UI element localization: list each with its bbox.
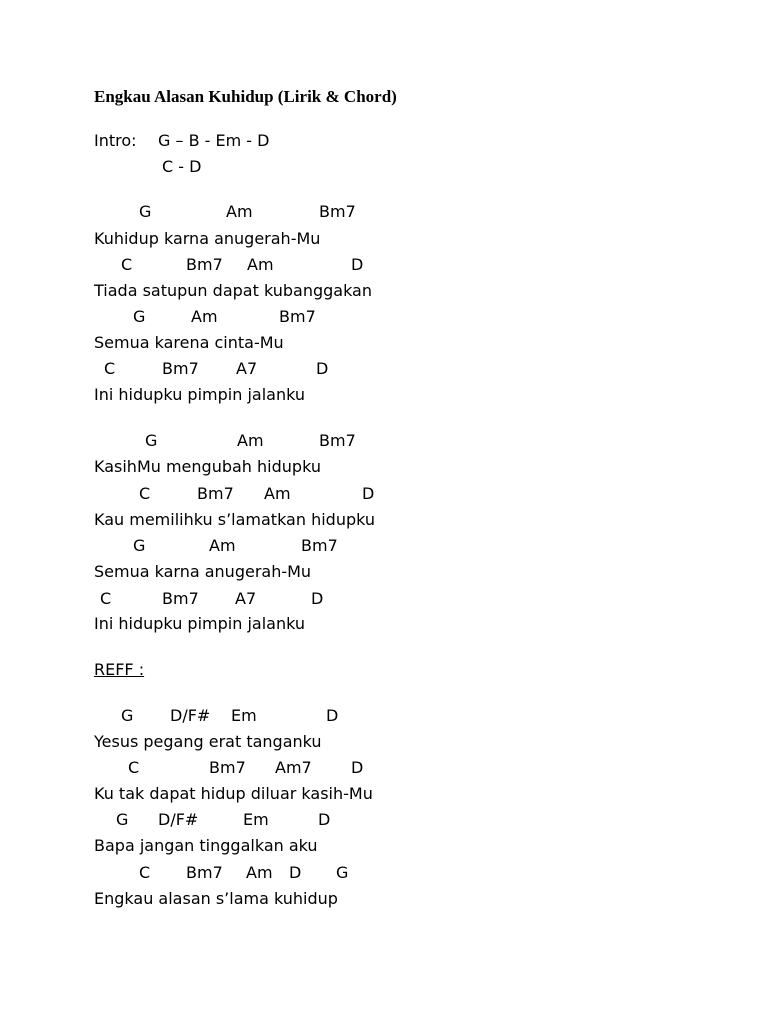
chord: Bm7 bbox=[301, 536, 338, 555]
lyric-line: Ku tak dapat hidup diluar kasih-Mu bbox=[94, 784, 373, 803]
lyric-line: Semua karena cinta-Mu bbox=[94, 333, 284, 352]
lyric-line: Ini hidupku pimpin jalanku bbox=[94, 385, 305, 404]
chord: C bbox=[104, 359, 116, 378]
chord: Em bbox=[243, 810, 269, 829]
intro-label: Intro: bbox=[94, 131, 137, 150]
intro-chords-2: C - D bbox=[162, 157, 202, 176]
chord: G bbox=[116, 810, 129, 829]
chord: Am bbox=[191, 307, 218, 326]
chord: Am bbox=[264, 484, 291, 503]
chord: Bm7 bbox=[186, 255, 223, 274]
chord: D/F# bbox=[158, 810, 199, 829]
lyric-line: Tiada satupun dapat kubanggakan bbox=[94, 281, 372, 300]
chord: D bbox=[351, 758, 364, 777]
chord: Bm7 bbox=[319, 202, 356, 221]
chord: Bm7 bbox=[209, 758, 246, 777]
chord: Bm7 bbox=[162, 589, 199, 608]
song-title: Engkau Alasan Kuhidup (Lirik & Chord) bbox=[94, 87, 397, 106]
lyric-line: Ini hidupku pimpin jalanku bbox=[94, 614, 305, 633]
chord: G bbox=[133, 536, 146, 555]
chord: G bbox=[121, 706, 134, 725]
chord: G bbox=[336, 863, 349, 882]
chord: Am bbox=[246, 863, 273, 882]
chord: D bbox=[318, 810, 331, 829]
lyric-line: KasihMu mengubah hidupku bbox=[94, 457, 321, 476]
lyric-line: Bapa jangan tinggalkan aku bbox=[94, 836, 318, 855]
lyric-line: Kau memilihku s’lamatkan hidupku bbox=[94, 510, 376, 529]
chord: Am bbox=[209, 536, 236, 555]
chord: D/F# bbox=[170, 706, 211, 725]
chord: Bm7 bbox=[197, 484, 234, 503]
chord: A7 bbox=[235, 589, 257, 608]
chord: G bbox=[139, 202, 152, 221]
chord: D bbox=[311, 589, 324, 608]
chord: C bbox=[128, 758, 140, 777]
chord: Bm7 bbox=[186, 863, 223, 882]
chord: G bbox=[133, 307, 146, 326]
chord: D bbox=[289, 863, 302, 882]
chord: D bbox=[326, 706, 339, 725]
chord: C bbox=[139, 484, 151, 503]
reff-label: REFF : bbox=[94, 660, 145, 679]
lyric-line: Engkau alasan s’lama kuhidup bbox=[94, 889, 338, 908]
chord: D bbox=[316, 359, 329, 378]
chord: Am bbox=[237, 431, 264, 450]
chord: Em bbox=[231, 706, 257, 725]
chord: Bm7 bbox=[279, 307, 316, 326]
intro-chords-1: G – B - Em - D bbox=[158, 131, 270, 150]
lyric-line: Yesus pegang erat tanganku bbox=[94, 732, 322, 751]
chord: A7 bbox=[236, 359, 258, 378]
chord: Am bbox=[247, 255, 274, 274]
chord: Bm7 bbox=[319, 431, 356, 450]
chord: C bbox=[100, 589, 112, 608]
chord: C bbox=[121, 255, 133, 274]
lyric-line: Kuhidup karna anugerah-Mu bbox=[94, 229, 321, 248]
chord: Am7 bbox=[275, 758, 312, 777]
chord: D bbox=[362, 484, 375, 503]
chord: Am bbox=[226, 202, 253, 221]
chord: G bbox=[145, 431, 158, 450]
chord: D bbox=[351, 255, 364, 274]
lyric-line: Semua karna anugerah-Mu bbox=[94, 562, 312, 581]
chord: Bm7 bbox=[162, 359, 199, 378]
chord: C bbox=[139, 863, 151, 882]
